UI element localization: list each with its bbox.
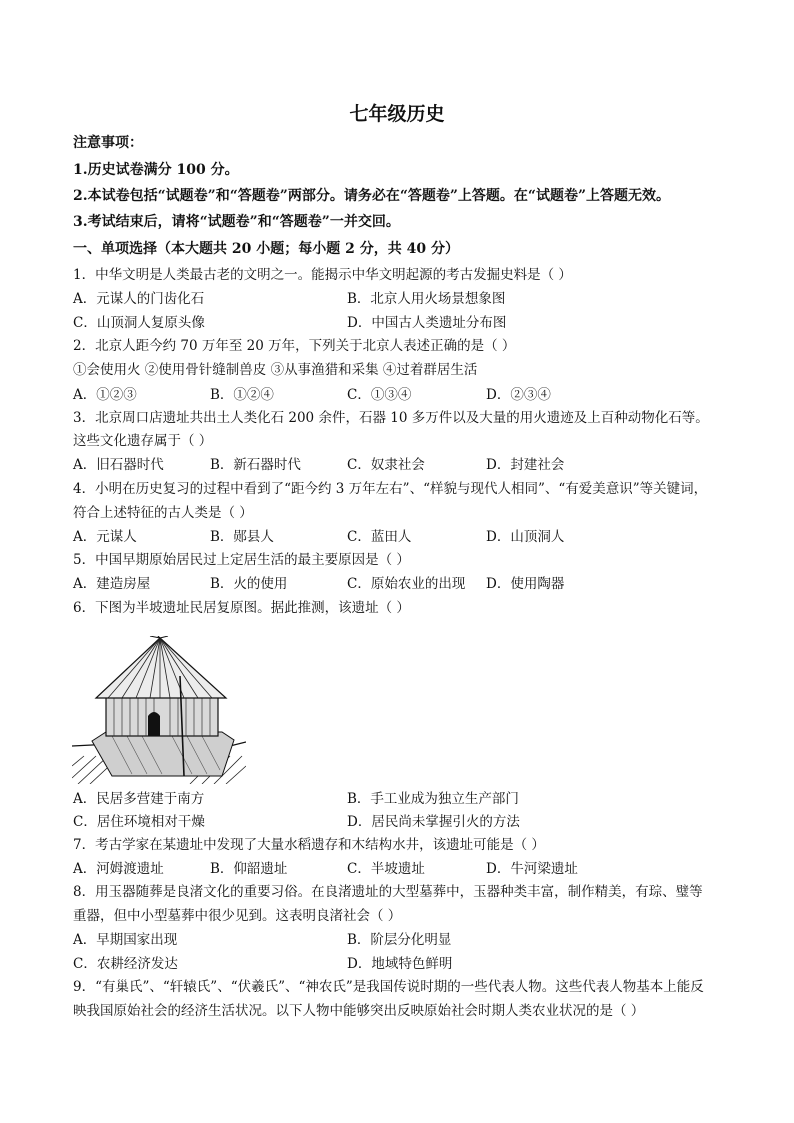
note-item-3: 3.考试结束后，请将“试题卷”和“答题卷”一并交回。 (73, 214, 400, 230)
question-1-option-b: B．北京人用火场景想象图 (347, 291, 506, 307)
question-6-stem: 6．下图为半坡遗址民居复原图。据此推测，该遗址（ ） (73, 600, 410, 616)
question-9-stem-line2: 映我国原始社会的经济生活状况。以下人物中能够突出反映原始社会时期人类农业状况的是（ ） (73, 1003, 645, 1019)
question-3-option-d: D．封建社会 (486, 457, 565, 473)
question-7-option-c: C．半坡遗址 (347, 861, 425, 877)
question-7-option-a: A．河姆渡遗址 (73, 861, 164, 877)
question-8-stem-line2: 重器，但中小型墓葬中很少见到。这表明良渚社会（ ） (73, 908, 402, 924)
question-9-stem-line1: 9．“有巢氏”、“轩辕氏”、“伏羲氏”、“神农氏”是我国传说时期的一些代表人物。这些代表人物基本上能反 (73, 979, 704, 995)
question-8-option-b: B．阶层分化明显 (347, 932, 452, 948)
question-8-option-d: D．地域特色鲜明 (347, 956, 453, 972)
note-item-1: 1.历史试卷满分 100 分。 (73, 162, 239, 178)
section-heading: 一、单项选择（本大题共 20 小题；每小题 2 分，共 40 分） (73, 241, 459, 257)
question-1-stem: 1．中华文明是人类最古老的文明之一。能揭示中华文明起源的考古发掘史料是（ ） (73, 267, 572, 283)
question-7-stem: 7．考古学家在某遗址中发现了大量水稻遗存和木结构水井，该遗址可能是（ ） (73, 837, 545, 853)
question-3-stem-line1: 3．北京周口店遗址共出土人类化石 200 余件，石器 10 多万件以及大量的用火遗迹及上百种动物化石等。 (73, 410, 709, 426)
question-5-option-c: C．原始农业的出现 (347, 576, 466, 592)
question-7-option-d: D．牛河梁遗址 (486, 861, 578, 877)
page-title: 七年级历史 (349, 103, 445, 125)
notes-heading: 注意事项： (73, 135, 143, 151)
question-5-option-a: A．建造房屋 (73, 576, 151, 592)
question-3-option-c: C．奴隶社会 (347, 457, 425, 473)
question-2-items: ①会使用火 ②使用骨针缝制兽皮 ③从事渔猎和采集 ④过着群居生活 (73, 362, 478, 378)
question-8-option-c: C．农耕经济发达 (73, 956, 178, 972)
question-1-option-a: A．元谋人的门齿化石 (73, 291, 205, 307)
question-6-option-c: C．居住环境相对干燥 (73, 814, 205, 830)
note-item-2: 2.本试卷包括“试题卷”和“答题卷”两部分。请务必在“答题卷”上答题。在“试题卷”上答题无效。 (73, 188, 671, 204)
question-4-option-d: D．山顶洞人 (486, 529, 565, 545)
question-5-stem: 5．中国早期原始居民过上定居生活的最主要原因是（ ） (73, 552, 410, 568)
question-2-stem: 2．北京人距今约 70 万年至 20 万年，下列关于北京人表述正确的是（ ） (73, 338, 516, 354)
question-1-option-d: D．中国古人类遗址分布图 (347, 315, 507, 331)
question-5-option-b: B．火的使用 (210, 576, 288, 592)
question-4-option-a: A．元谋人 (73, 529, 137, 545)
question-6-option-a: A．民居多营建于南方 (73, 791, 205, 807)
question-6-option-d: D．居民尚未掌握引火的方法 (347, 814, 520, 830)
question-4-stem-line2: 符合上述特征的古人类是（ ） (73, 505, 253, 521)
question-2-option-b: B．①②④ (210, 387, 274, 403)
question-8-option-a: A．早期国家出现 (73, 932, 178, 948)
question-4-option-c: C．蓝田人 (347, 529, 412, 545)
question-3-stem-line2: 这些文化遗存属于（ ） (73, 433, 213, 449)
question-2-option-c: C．①③④ (347, 387, 412, 403)
question-8-stem-line1: 8．用玉器随葬是良渚文化的重要习俗。在良渚遗址的大型墓葬中，玉器种类丰富，制作精美，有琮、璧等 (73, 884, 703, 900)
question-4-stem-line1: 4．小明在历史复习的过程中看到了“距今约 3 万年左右”、“样貌与现代人相同”、“有爱美意识”等关键词， (73, 481, 708, 497)
question-4-option-b: B．郧县人 (210, 529, 274, 545)
question-6-option-b: B．手工业成为独立生产部门 (347, 791, 519, 807)
question-1-option-c: C．山顶洞人复原头像 (73, 315, 205, 331)
question-7-option-b: B．仰韶遗址 (210, 861, 288, 877)
question-3-option-a: A．旧石器时代 (73, 457, 164, 473)
question-5-option-d: D．使用陶器 (486, 576, 565, 592)
question-2-option-d: D．②③④ (486, 387, 551, 403)
question-3-option-b: B．新石器时代 (210, 457, 301, 473)
banpo-house-illustration (72, 636, 246, 784)
question-2-option-a: A．①②③ (73, 387, 137, 403)
